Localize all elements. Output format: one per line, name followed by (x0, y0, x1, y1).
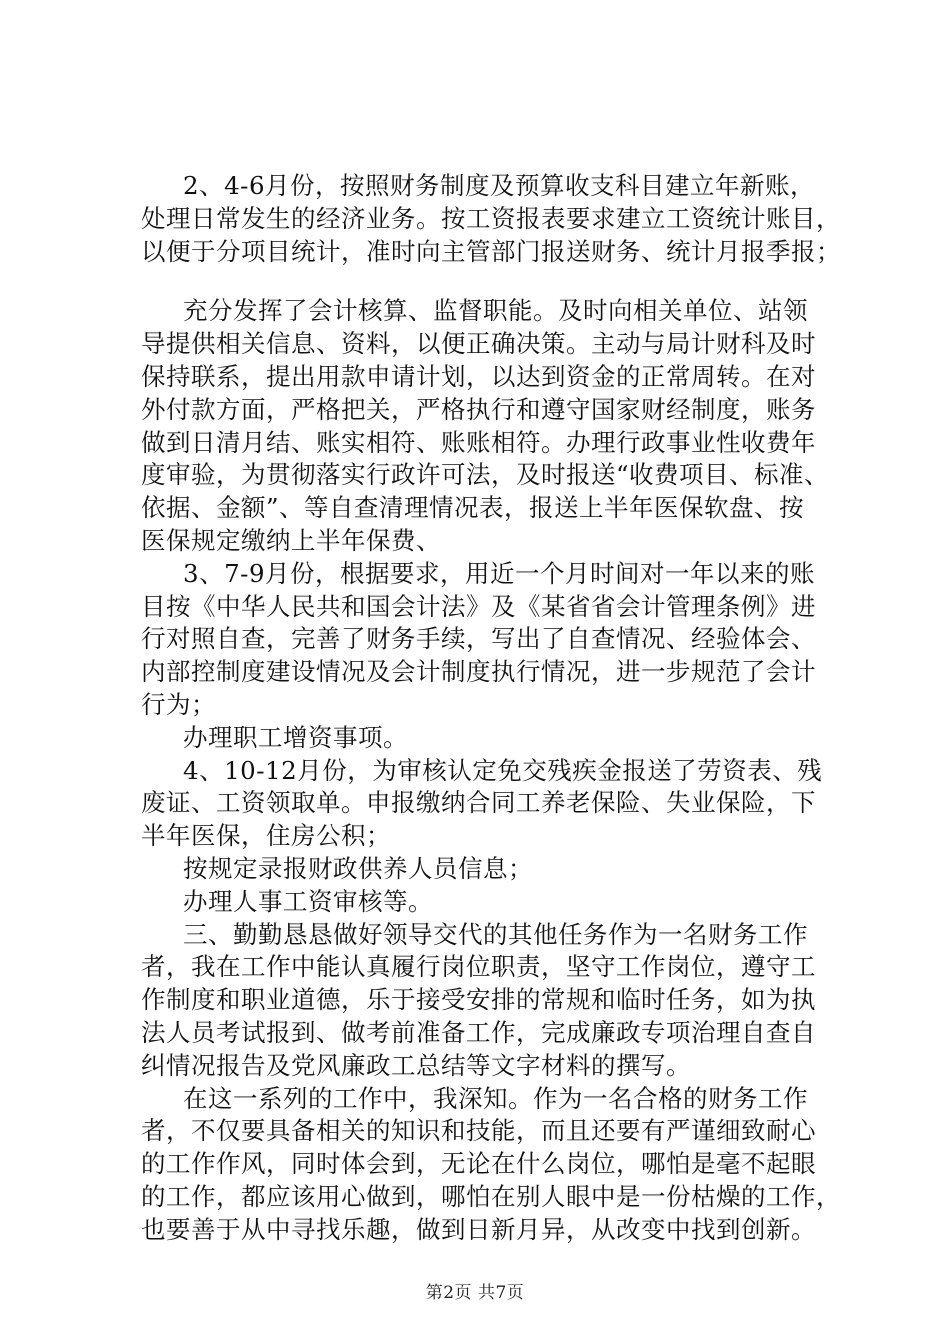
text-line: 医保规定缴纳上半年保费、 (141, 525, 441, 555)
text-line: 在这一系列的工作中，我深知。作为一名合格的财务工作 (183, 1083, 808, 1113)
text-line: 2、4-6月份，按照财务制度及预算收支科目建立年新账， (183, 171, 816, 200)
text-line: 也要善于从中寻找乐趣，做到日新月异，从改变中找到创新。 (141, 1214, 816, 1244)
text-line: 者，不仅要具备相关的知识和技能，而且还要有严谨细致耐心 (141, 1116, 816, 1146)
text-line: 的工作，都应该用心做到，哪怕在别人眼中是一份枯燥的工作， (141, 1181, 841, 1211)
text-line: 导提供相关信息、资料，以便正确决策。主动与局计财科及时 (141, 329, 816, 359)
text-line: 行对照自查，完善了财务手续，写出了自查情况、经验体会、 (141, 624, 816, 654)
text-line: 作制度和职业道德，乐于接受安排的常规和临时任务，如为执 (141, 985, 816, 1015)
text-line: 度审验，为贯彻落实行政许可法，及时报送“收费项目、标准、 (141, 460, 830, 490)
text-line: 法人员考试报到、做考前准备工作，完成廉政专项治理自查自 (141, 1017, 816, 1047)
text-line: 的工作作风，同时体会到，无论在什么岗位，哪怕是毫不起眼 (141, 1149, 816, 1179)
text-line: 目按《中华人民共和国会计法》及《某省省会计管理条例》进 (141, 591, 816, 621)
text-line: 4、10-12月份，为审核认定免交残疾金报送了劳资表、残 (183, 755, 823, 785)
text-line: 纠情况报告及党风廉政工总结等文字材料的撰写。 (141, 1050, 691, 1080)
text-line: 充分发挥了会计核算、监督职能。及时向相关单位、站领 (183, 296, 808, 326)
text-line: 废证、工资领取单。申报缴纳合同工养老保险、失业保险，下 (141, 788, 816, 818)
document-body (141, 170, 841, 1247)
text-line: 依据、金额”、等自查清理情况表，报送上半年医保软盘、按 (141, 493, 805, 523)
text-line: 三、勤勤恳恳做好领导交代的其他任务作为一名财务工作 (183, 919, 808, 949)
text-line: 按规定录报财政供养人员信息； (183, 853, 533, 883)
text-line: 以便于分项目统计，准时向主管部门报送财务、统计月报季报； (141, 236, 841, 266)
text-line: 办理人事工资审核等。 (183, 886, 433, 916)
text-line: 者，我在工作中能认真履行岗位职责，坚守工作岗位，遵守工 (141, 952, 816, 982)
text-line: 外付款方面，严格把关，严格执行和遵守国家财经制度，账务 (141, 394, 816, 424)
text-line: 3、7-9月份，根据要求，用近一个月时间对一年以来的账 (183, 558, 816, 588)
text-line: 半年医保，住房公积； (141, 821, 391, 851)
paragraph-gap (141, 268, 831, 295)
page-number-footer: 第2页 共7页 (425, 1283, 525, 1303)
text-line: 处理日常发生的经济业务。按工资报表要求建立工资统计账目， (141, 203, 841, 233)
text-line: 行为； (141, 689, 216, 719)
text-line: 做到日清月结、账实相符、账账相符。办理行政事业性收费年 (141, 427, 816, 457)
text-line: 内部控制度建设情况及会计制度执行情况，进一步规范了会计 (141, 657, 816, 687)
text-line: 保持联系，提出用款申请计划，以达到资金的正常周转。在对 (141, 361, 816, 391)
text-line: 办理职工增资事项。 (183, 722, 408, 752)
